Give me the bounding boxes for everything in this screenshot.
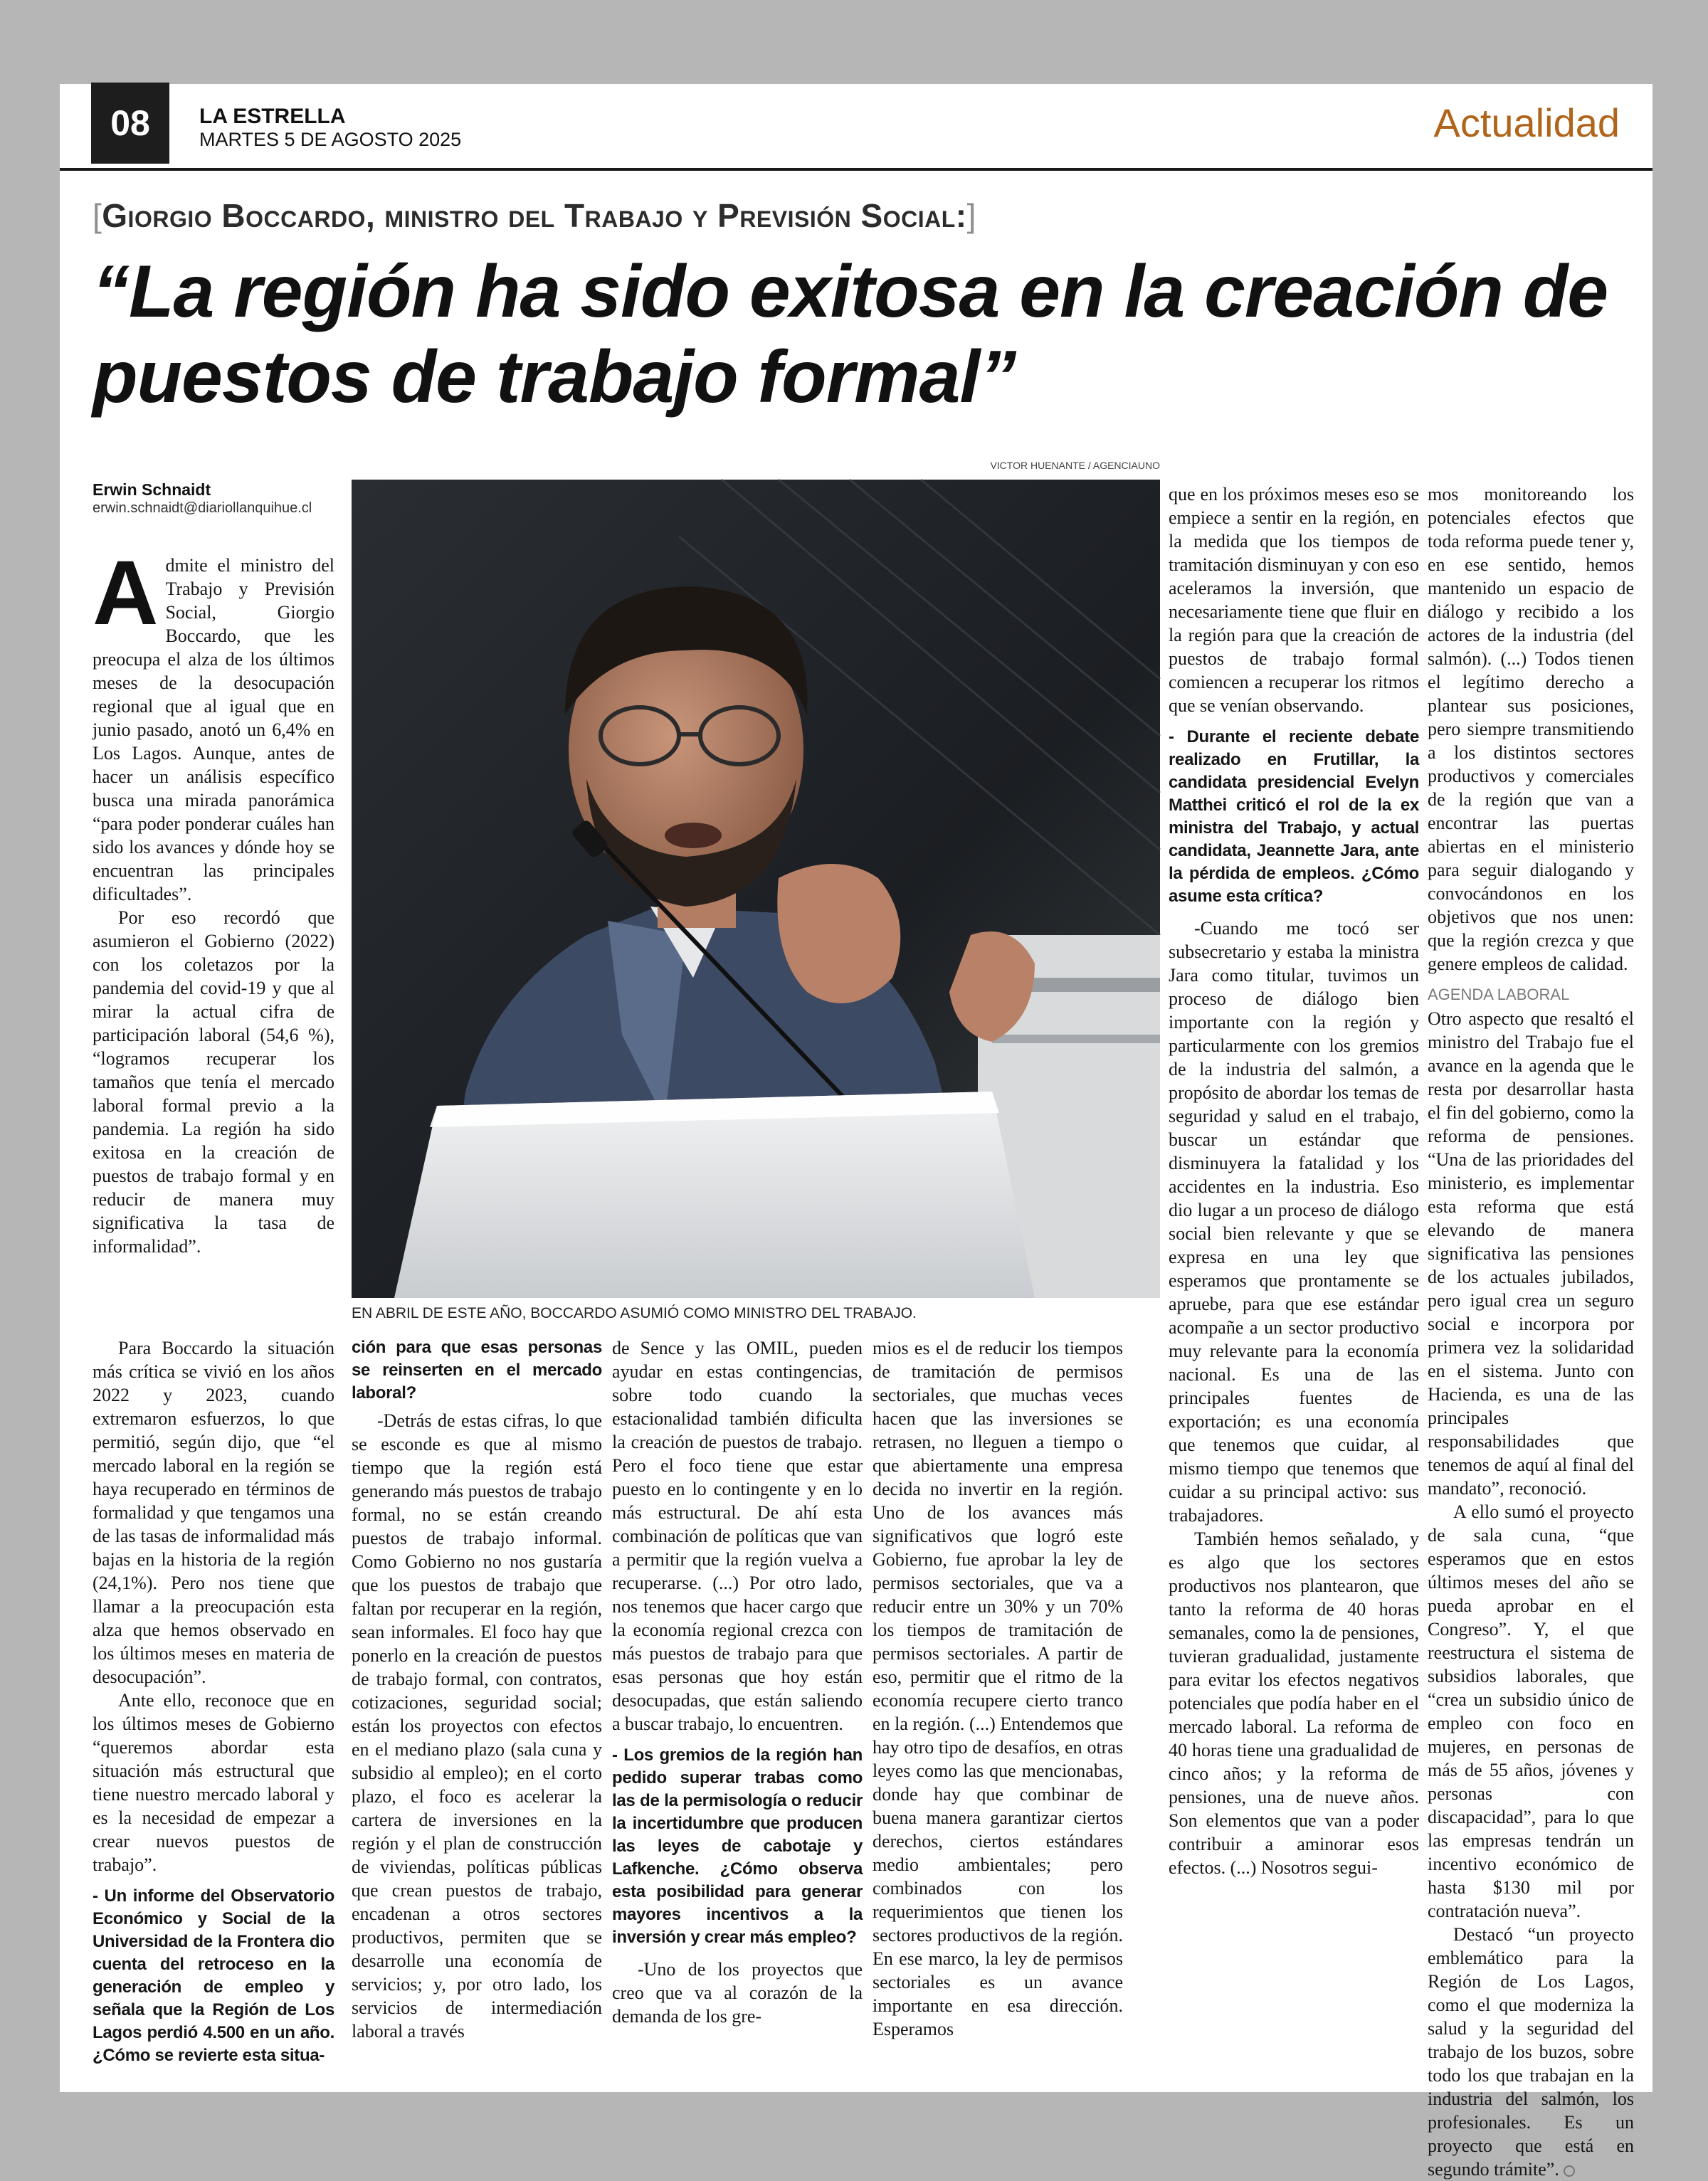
article-photo (352, 480, 1160, 1298)
newspaper-name: LA ESTRELLA (199, 105, 346, 128)
kicker-text: Giorgio Boccardo, ministro del Trabajo y Previsión Social: (102, 197, 967, 234)
paragraph (93, 542, 334, 906)
header-rule (60, 168, 1652, 171)
drop-cap: A (93, 542, 159, 644)
minister-speaking-image (352, 480, 1160, 1298)
paragraph-text: Destacó “un proyecto emblemático para la Región de Los Lagos, como el que moderniza la salud y la seguridad del trabajo de los buzos, sobre todo los que trabajan en la industria del salmón, los profesionales. Es un proyecto que está en segundo trámite”. (1428, 1924, 1634, 2180)
article-kicker (93, 196, 976, 235)
column-2 (93, 1336, 334, 2076)
paragraph: mios es el de reducir los tiempos de tramitación de permisos sectoriales, que muchas veces hacen que las inversiones se retrasen, no lleguen a tiempo o que abiertamente una empresa decida no invertir en la región. Uno de los avances más significativos que logró este Gobierno, fue aprobar la ley de permisos sectoriales, que va a reducir entre un 30% y un 70% los tiempos de tramitación de permisos sectoriales. A partir de eso, permitir que el ritmo de la economía recupere cierto tranco en la región. (...) Entendemos que hay otro tipo de desafíos, en otras leyes como las que mencionabas, donde hay que combinar de buena manera garantizar ciertos derechos, ciertos estándares medio ambientales; pero combinados con los requerimientos que tienen los sectores productivos de la región. En ese marco, la ley de permisos sectoriales es un avance importante en esa dirección. Esperamos (873, 1338, 1123, 2039)
paragraph: A ello sumó el proyecto de sala cuna, “que esperamos que en estos últimos meses del año se pueda aprobar en el Congreso”. Y, el que reestructura el sistema de subsidios laborales, que “crea un subsidio único de empleo con foco en mujeres, en personas de más de 55 años, jóvenes y personas con discapacidad”, para lo que las empresas tendrán un incentivo económico de hasta $130 mil por contratación nueva”. (1428, 1501, 1634, 1921)
column-6 (1169, 482, 1419, 1879)
paragraph (1428, 1923, 1634, 2181)
paragraph: Para Boccardo la situación más crítica se vivió en los años 2022 y 2023, cuando extremaron esfuerzos, lo que permitió, según dijo, que “el mercado laboral en la región se haya recuperado en términos de formalidad y que tengamos una de las tasas de informalidad más bajas en la historia de la región (24,1%). Pero nos tiene que llamar a la preocupación esta alza que hemos observado en los últimos meses en materia de desocupación”. (93, 1338, 334, 1687)
photo-credit: VICTOR HUENANTE / AGENCIAUNO (990, 460, 1160, 471)
column-7 (1428, 482, 1634, 2181)
paragraph: También hemos señalado, y es algo que los sectores productivos nos plantearon, que tanto la reforma de 40 horas semanales, como la de pensiones, tuvieran gradualidad, justamente para evitar los efectos negativos potenciales que podía haber en el mercado laboral. La reforma de 40 horas tiene una gradualidad de cinco años; y la reforma de pensiones, una de nueve años. Son elementos que van a poder contribuir a aminorar esos efectos. (...) Nosotros segui- (1169, 1528, 1419, 1878)
column-4 (612, 1336, 863, 2028)
interview-question-continued: ción para que esas personas se reinserten en el mercado laboral? (352, 1338, 602, 1403)
paragraph: -Uno de los proyectos que creo que va al corazón de la demanda de los gre- (612, 1959, 863, 2027)
column-5 (873, 1336, 1123, 2041)
byline (93, 480, 312, 517)
interview-question: - Los gremios de la región han pedido superar trabas como las de la permisología o reducir la incertidumbre que producen las leyes de cabotaje y Lafkenche. ¿Cómo observa esta posibilidad para generar mayores incentivos a la inversión y crear más empleo? (612, 1746, 863, 1947)
section-name: Actualidad (1433, 100, 1620, 145)
author-email[interactable]: erwin.schnaidt@diariollanquihue.cl (93, 500, 312, 516)
author-name: Erwin Schnaidt (93, 480, 211, 499)
article-title: “La región ha sido exitosa en la creación de puestos de trabajo formal” (93, 250, 1608, 418)
kicker-bracket-close: ] (966, 197, 976, 234)
paragraph: -Cuando me tocó ser subsecretario y estaba la ministra Jara como titular, tuvimos un proceso de diálogo bien importante con la región y particularmente con los gremios de la industria del salmón, a propósito de abordar los temas de seguridad y salud en el trabajo, buscar un estándar que disminuyera la fatalidad y los accidentes en la industria. Eso dio lugar a un proceso de diálogo social bien relevante y que se expresa en una ley que esperamos que prontamente se apruebe, para que ese estándar acompañe a un sector productivo muy relevante para la economía nacional. Es una de las principales fuentes de exportación; es una economía que tenemos que cuidar, al mismo tiempo que tenemos que cuidar a su principal activo: sus trabajadores. (1169, 918, 1419, 1526)
paragraph: Ante ello, reconoce que en los últimos meses de Gobierno “queremos abordar esta situación más estructural que tiene nuestro mercado laboral y es la necesidad de empezar a crear nuevos puestos de trabajo”. (93, 1690, 334, 1875)
issue-date: MARTES 5 DE AGOSTO 2025 (199, 129, 462, 150)
subheading: AGENDA LABORAL (1428, 986, 1570, 1003)
paragraph: que en los próximos meses eso se empiece a sentir en la región, en la medida que los tiempos de tramitación disminuyan y con eso aceleramos la inversión, que necesariamente tiene que fluir en la región para que la creación de puestos de trabajo formal comiencen a recuperar los ritmos que se venían observando. (1169, 484, 1419, 716)
paragraph: mos monitoreando los potenciales efectos que toda reforma puede tener y, en ese sentido, hemos mantenido un espacio de diálogo y recibido a los actores de la industria (del salmón). (...) Todos tienen el legítimo derecho a plantear sus posiciones, pero siempre transmitiendo a los distintos sectores productivos y comerciales de la región que van a encontrar las puertas abiertas en el ministerio para seguir dialogando y convocándonos en los objetivos que nos unen: que la región crezca y que genere empleos de calidad. (1428, 484, 1634, 974)
kicker-bracket-open: [ (93, 197, 102, 234)
column-1 (93, 542, 334, 1258)
column-3 (352, 1336, 602, 2043)
page-number: 08 (91, 83, 169, 164)
newspaper-page (60, 84, 1652, 2180)
paragraph: -Detrás de estas cifras, lo que se esconde es que al mismo tiempo que la región está generando más puestos de trabajo formal, no se están creando puestos de trabajo informal. Como Gobierno no nos gustaría que los puestos de trabajo que faltan por recuperar en la región, sean informales. El foco hay que ponerlo en la creación de puestos de trabajo formal, con contratos, cotizaciones, seguridad social; están los proyectos con efectos en el mediano plazo (sala cuna y subsidio al empleo); en el corto plazo, el foco es acelerar la cartera de inversiones en la región y el plan de construcción de viviendas, políticas públicas que crean puestos de trabajo, encadenan a otros sectores productivos, permiten que se desarrolle una economía de servicios; y, por otro lado, los servicios de intermediación laboral a través (352, 1410, 602, 2042)
paragraph: Por eso recordó que asumieron el Gobierno (2022) con los coletazos por la pandemia del covid-19 y que al mirar la actual cifra de participación laboral (54,6 %), “logramos recuperar los tamaños que tenía el mercado laboral formal previo a la pandemia. La región ha sido exitosa en la creación de puestos de trabajo formal y en reducir de manera muy significativa la tasa de informalidad”. (93, 907, 334, 1257)
interview-question: - Un informe del Observatorio Económico y Social de la Universidad de la Frontera dio cuenta del retroceso en la generación de empleo y señala que la Región de Los Lagos perdió 4.500 en un año. ¿Cómo se revierte esta situa- (93, 1886, 334, 2065)
paragraph: Otro aspecto que resaltó el ministro del Trabajo fue el avance en la agenda que le resta por desarrollar hasta el fin del gobierno, como la reforma de pensiones. “Una de las prioridades del ministerio, es implementar esta reforma que está elevando de manera significativa las pensiones de los actuales jubilados, pero igual crea un seguro social e incorpora por primera vez la solidaridad en el sistema. Junto con Hacienda, es una de las principales responsabilidades que tenemos de aquí al final del mandato”, reconoció. (1428, 1008, 1634, 1499)
end-of-article-icon (1564, 2165, 1575, 2177)
page-header (60, 84, 1652, 176)
photo-caption: EN ABRIL DE ESTE AÑO, BOCCARDO ASUMIÓ COMO MINISTRO DEL TRABAJO. (352, 1305, 917, 1321)
paragraph: de Sence y las OMIL, pueden ayudar en estas contingencias, sobre todo cuando la estacionalidad también dificulta la creación de puestos de trabajo. Pero el foco tiene que estar puesto en lo contingente y en lo más estructural. De ahí esta combinación de políticas que van a permitir que la región vuelva a recuperarse. (...) Por otro lado, nos tenemos que hacer cargo que la economía regional crezca con más puestos de trabajo para que esas personas que hoy están desocupadas, que están saliendo a buscar trabajo, lo encuentren. (612, 1338, 863, 1734)
interview-question: - Durante el reciente debate realizado en Frutillar, la candidata presidencial Evelyn Matthei criticó el rol de la ex ministra del Trabajo, y actual candidata, Jeannette Jara, ante la pérdida de empleos. ¿Cómo asume esta crítica? (1169, 727, 1419, 906)
paragraph-text: dmite el ministro del Trabajo y Previsión Social, Giorgio Boccardo, que les preocupa el alza de los últimos meses de la desocupación regional que al igual que en junio pasado, anotó un 6,4% en Los Lagos. Aunque, antes de hacer un análisis específico busca una mirada panorámica “para poder ponderar cuáles han sido los avances y dónde hoy se encuentran las principales dificultades”. (93, 555, 334, 904)
